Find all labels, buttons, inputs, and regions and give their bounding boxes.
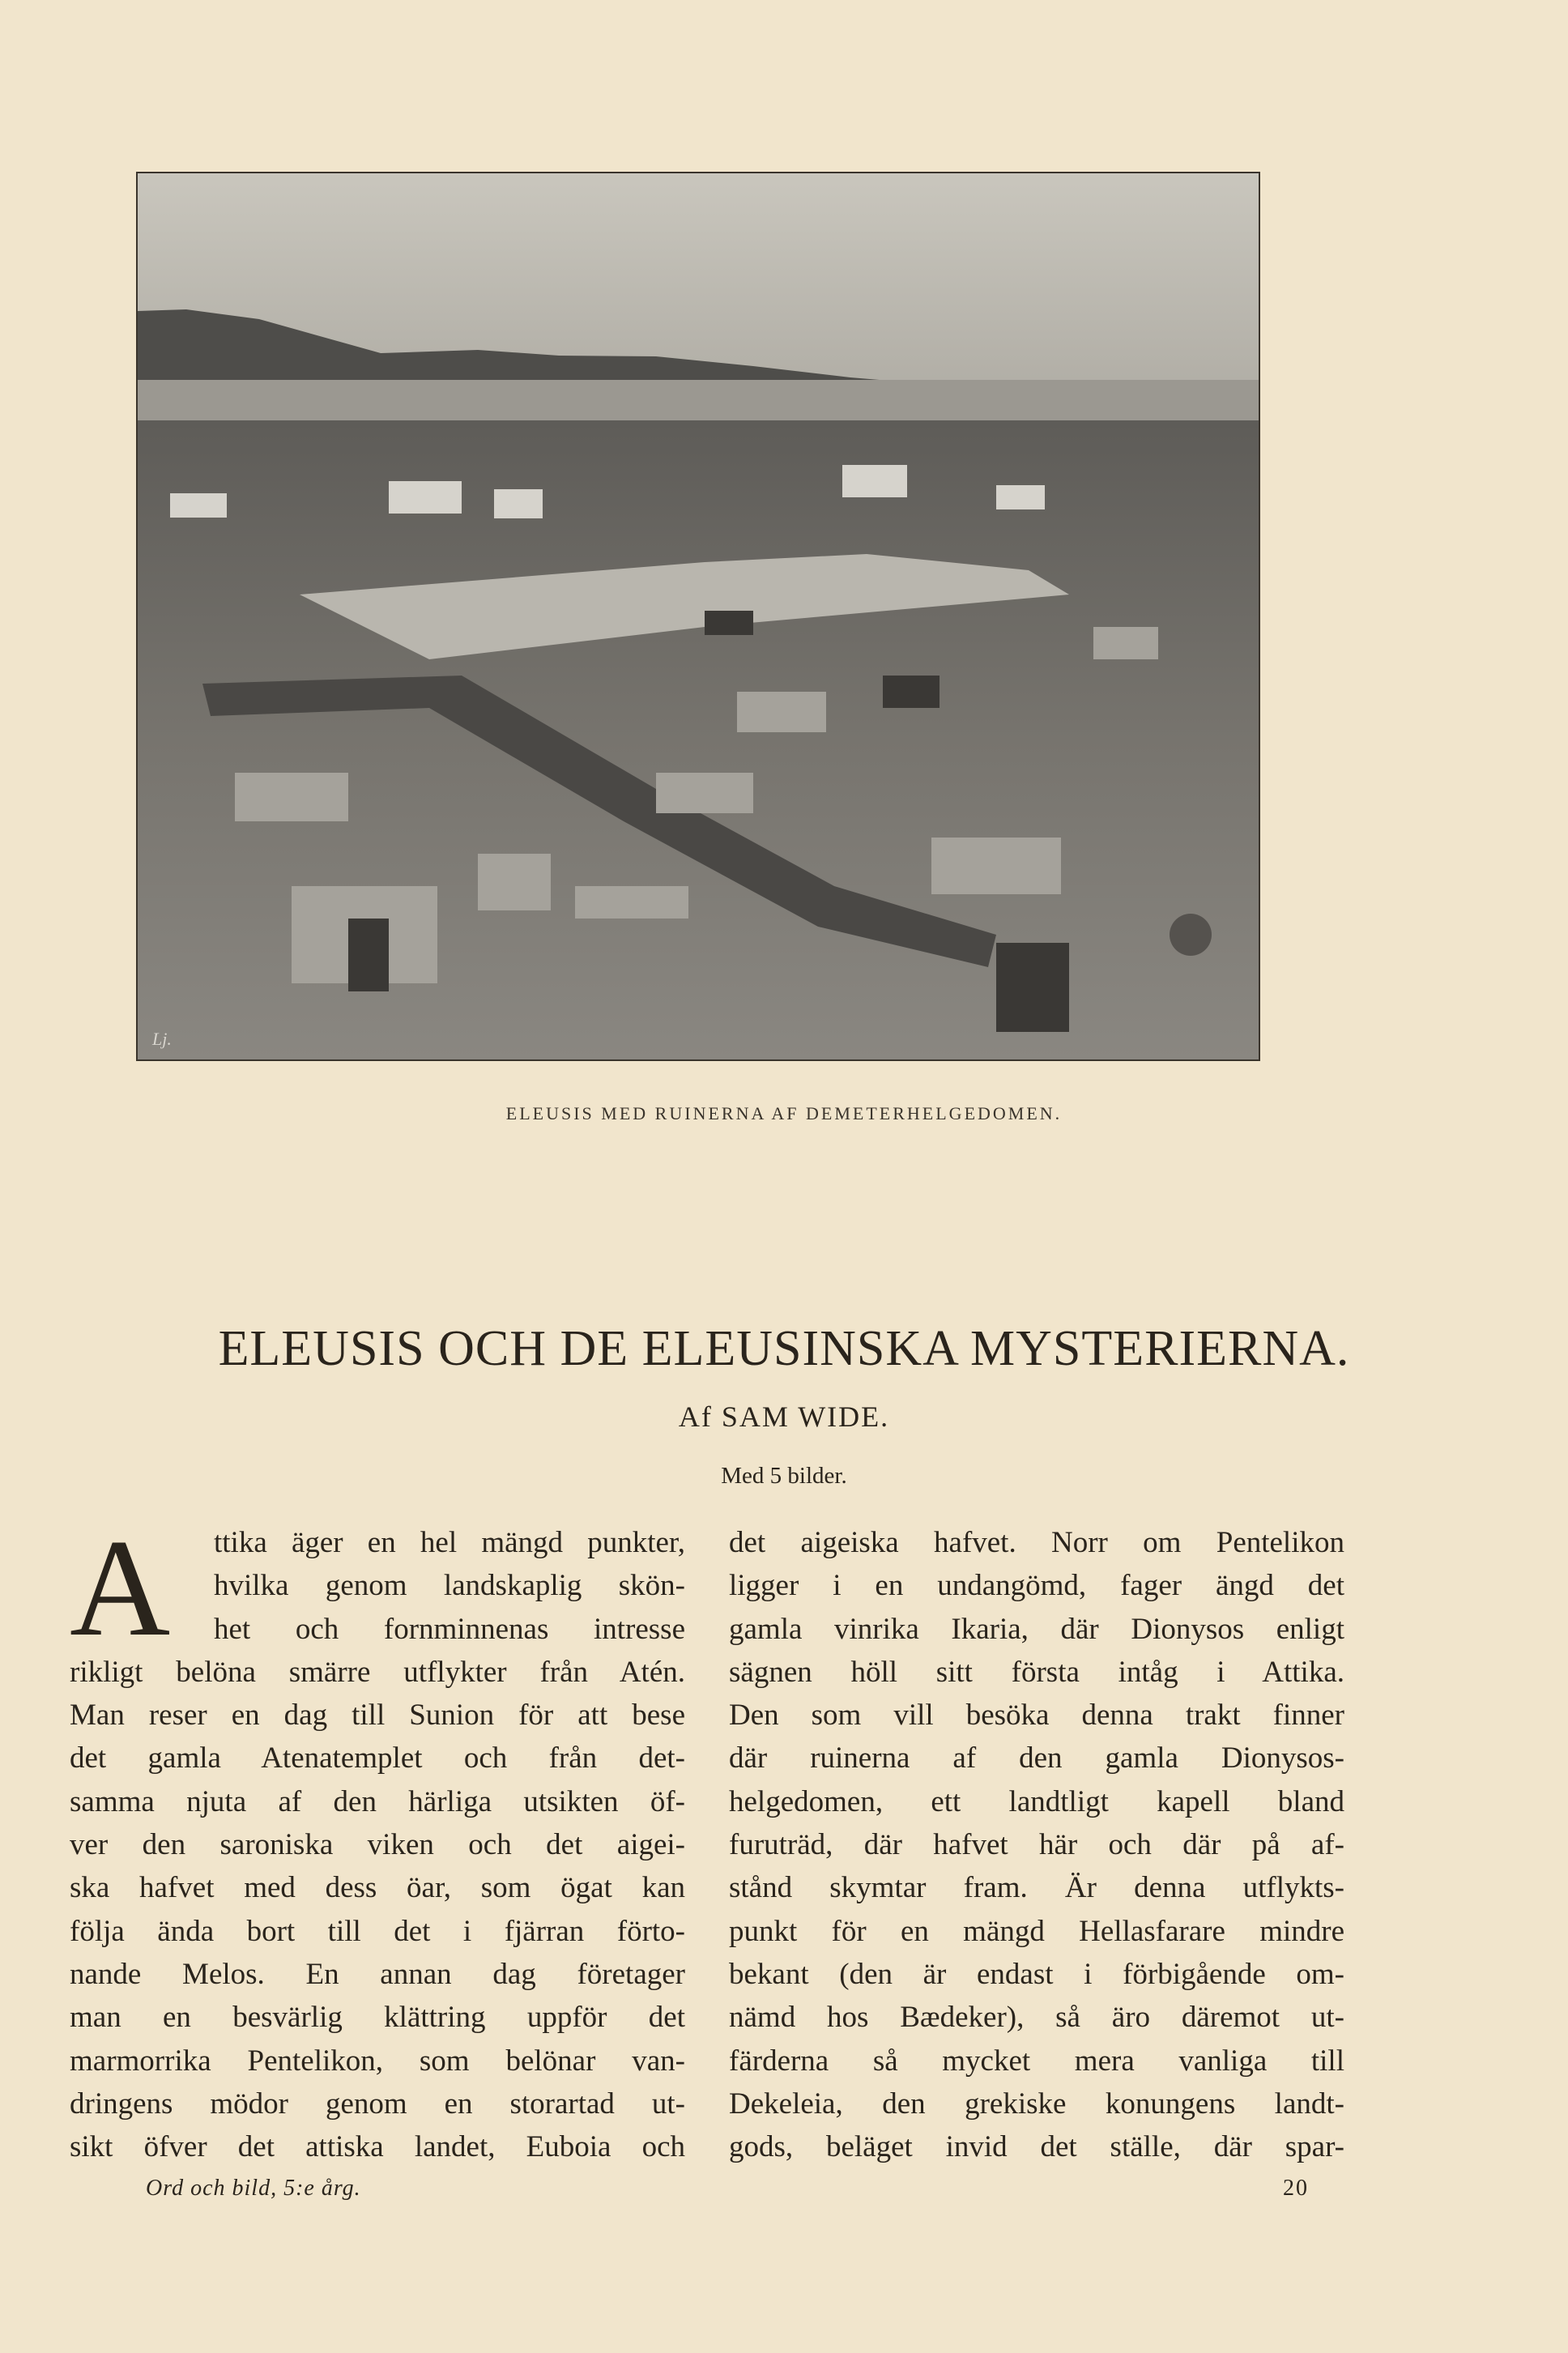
ruins-photograph — [136, 172, 1260, 1061]
photographer-initials: Lj. — [152, 1029, 172, 1049]
text-line: samma njuta af den härliga utsikten öf- — [70, 1784, 685, 1818]
article-subtitle: Med 5 bilder. — [721, 1463, 847, 1489]
text-line: dringens mödor genom en storartad ut- — [70, 2087, 685, 2121]
text-line: hvilka genom landskaplig skön- — [214, 1569, 685, 1603]
text-line: sikt öfver det attiska landet, Euboia och — [70, 2130, 685, 2164]
text-line: marmorrika Pentelikon, som belönar van- — [70, 2044, 685, 2078]
text-line: helgedomen, ett landtligt kapell bland — [729, 1784, 1344, 1818]
text-line: nämd hos Bædeker), så äro däremot ut- — [729, 2001, 1344, 2035]
text-line: följa ända bort till det i fjärran förto- — [70, 1914, 685, 1948]
text-line: gods, beläget invid det ställe, där spar- — [729, 2130, 1344, 2164]
text-line: nande Melos. En annan dag företager — [70, 1957, 685, 1991]
article-author: Af SAM WIDE. — [678, 1400, 890, 1433]
photo-caption: ELEUSIS MED RUINERNA AF DEMETERHELGEDOMEN. — [505, 1103, 1063, 1123]
text-line: Dekeleia, den grekiske konungens landt- — [729, 2087, 1344, 2121]
article-title: ELEUSIS OCH DE ELEUSINSKA MYSTERIERNA. — [218, 1321, 1350, 1376]
text-line: ver den saroniska viken och det aigei- — [70, 1828, 685, 1862]
text-line: där ruinerna af den gamla Dionysos- — [729, 1741, 1344, 1775]
text-line: rikligt belöna smärre utflykter från Atén. — [70, 1655, 685, 1689]
journal-footer: Ord och bild, 5:e årg. — [146, 2176, 361, 2201]
photo-of-ruins-icon — [138, 173, 1259, 1059]
text-line: färderna så mycket mera vanliga till — [729, 2044, 1344, 2078]
text-line: ska hafvet med dess öar, som ögat kan — [70, 1871, 685, 1905]
left-column — [70, 1511, 685, 2168]
text-line: man en besvärlig klättring uppför det — [70, 2001, 685, 2035]
text-line: Man reser en dag till Sunion för att bese — [70, 1699, 685, 1733]
page-number: 20 — [1283, 2176, 1309, 2201]
text-line: det aigeiska hafvet. Norr om Pentelikon — [729, 1526, 1344, 1559]
text-line: het och fornminnenas intresse — [214, 1612, 685, 1646]
text-line: furuträd, där hafvet här och där på af- — [729, 1828, 1344, 1862]
text-line: ttika äger en hel mängd punkter, — [214, 1526, 685, 1559]
drop-cap: A — [70, 1511, 171, 1665]
text-line: ligger i en undangömd, fager ängd det — [729, 1569, 1344, 1603]
text-line: gamla vinrika Ikaria, där Dionysos enligt — [729, 1612, 1344, 1646]
text-line: stånd skymtar fram. Är denna utflykts- — [729, 1871, 1344, 1905]
right-column — [729, 1521, 1344, 2168]
text-line: bekant (den är endast i förbigående om- — [729, 1957, 1344, 1991]
text-line: punkt för en mängd Hellasfarare mindre — [729, 1914, 1344, 1948]
text-line: Den som vill besöka denna trakt finner — [729, 1699, 1344, 1733]
text-line: sägnen höll sitt första intåg i Attika. — [729, 1655, 1344, 1689]
text-line: det gamla Atenatemplet och från det- — [70, 1741, 685, 1775]
